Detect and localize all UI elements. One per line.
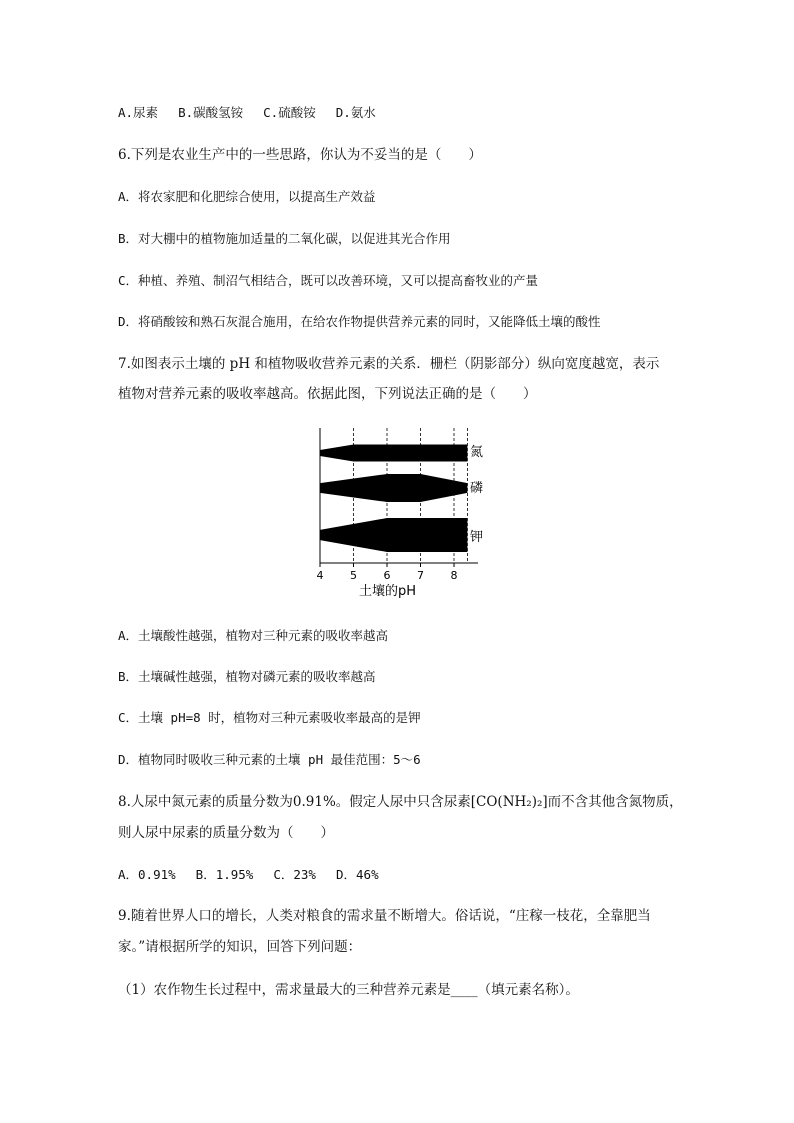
q8-stem-line2: 则人尿中尿素的质量分数为（ ） bbox=[118, 825, 334, 841]
q8-stem-line1: 8.人尿中氮元素的质量分数为0.91%。假定人尿中只含尿素[CO(NH₂)₂]而不含其他含氮物质， bbox=[118, 794, 683, 810]
band-label-potassium: 钾 bbox=[470, 530, 484, 545]
q6-option-d: D．将硝酸铵和熟石灰混合施用，在给农作物提供营养元素的同时，又能降低土壤的酸性 bbox=[118, 314, 601, 329]
q9-sub-question-1: （1）农作物生长过程中，需求量最大的三种营养元素是____（填元素名称）。 bbox=[118, 982, 579, 998]
q9-stem-line1: 9.随着世界人口的增长，人类对粮食的需求量不断增大。俗话说，“庄稼一枝花，全靠肥当 bbox=[118, 908, 651, 924]
tick-label-6: 6 bbox=[383, 569, 391, 582]
ph-absorption-figure bbox=[300, 420, 500, 610]
q6-option-c: C．种植、养殖、制沼气相结合，既可以改善环境，又可以提高畜牧业的产量 bbox=[118, 273, 539, 288]
q5-options: A.尿素 B.碳酸氢铵 C.硫酸铵 D.氨水 bbox=[118, 105, 376, 120]
band-1 bbox=[320, 474, 467, 502]
band-label-nitrogen: 氮 bbox=[470, 445, 484, 460]
band-label-phosphorus: 磷 bbox=[470, 481, 484, 496]
q6-option-b: B．对大棚中的植物施加适量的二氧化碳，以促进其光合作用 bbox=[118, 231, 451, 246]
q7-option-a: A．土壤酸性越强，植物对三种元素的吸收率越高 bbox=[118, 628, 389, 643]
q7-option-d: D．植物同时吸收三种元素的土壤 pH 最佳范围：5～6 bbox=[118, 752, 421, 767]
q6-stem: 6.下列是农业生产中的一些思路，你认为不妥当的是（ ） bbox=[118, 147, 482, 163]
band-2 bbox=[320, 518, 467, 552]
tick-label-7: 7 bbox=[417, 569, 424, 582]
nutrient-bands bbox=[320, 445, 467, 553]
q8-options: A．0.91% B．1.95% C．23% D．46% bbox=[118, 867, 379, 882]
band-0 bbox=[320, 445, 467, 462]
q7-option-b: B．土壤碱性越强，植物对磷元素的吸收率越高 bbox=[118, 669, 376, 684]
q7-stem-line2: 植物对营养元素的吸收率越高。依据此图，下列说法正确的是（ ） bbox=[118, 386, 537, 402]
tick-label-5: 5 bbox=[350, 569, 357, 582]
q7-stem-line1: 7.如图表示土壤的 pH 和植物吸收营养元素的关系．栅栏（阴影部分）纵向宽度越宽，表示 bbox=[118, 356, 660, 372]
tick-label-8: 8 bbox=[450, 569, 458, 582]
x-axis-label: 土壤的pH bbox=[359, 584, 417, 599]
tick-label-4: 4 bbox=[316, 569, 324, 582]
x-ticks bbox=[317, 563, 458, 582]
q9-stem-line2: 家。”请根据所学的知识，回答下列问题： bbox=[118, 939, 362, 955]
q6-option-a: A．将农家肥和化肥综合使用，以提高生产效益 bbox=[118, 189, 376, 204]
q7-option-c: C．土壤 pH=8 时，植物对三种元素吸收率最高的是钾 bbox=[118, 710, 421, 725]
